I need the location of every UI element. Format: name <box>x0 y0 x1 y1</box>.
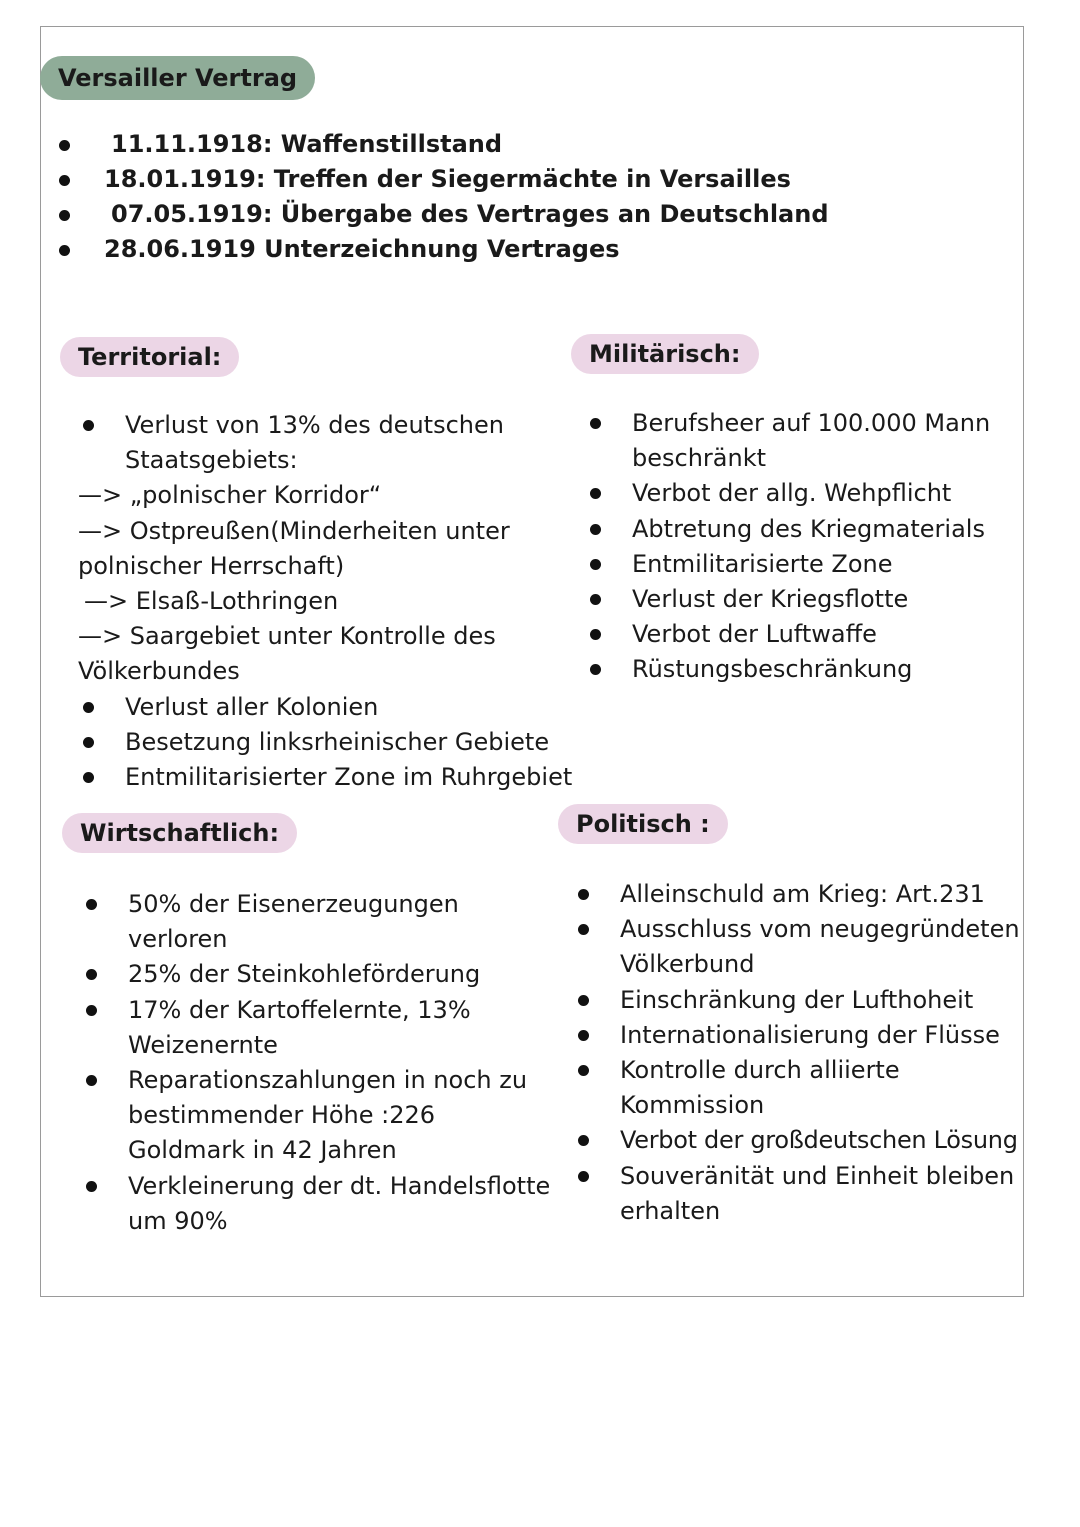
bullet-icon <box>83 737 94 748</box>
list-item-continuation: beschränkt <box>632 444 767 473</box>
list-item-continuation: Goldmark in 42 Jahren <box>128 1136 397 1165</box>
section-heading-politisch: Politisch : <box>558 804 728 844</box>
list-item-continuation: Staatsgebiets: <box>125 446 298 475</box>
bullet-icon <box>578 1135 589 1146</box>
list-item-arrow: —> Elsaß-Lothringen <box>84 587 339 616</box>
list-item-arrow: —> Saargebiet unter Kontrolle des <box>78 622 496 651</box>
bullet-icon <box>590 524 601 535</box>
list-item: Reparationszahlungen in noch zu <box>81 1063 551 1098</box>
list-item: Rüstungsbeschränkung <box>585 652 1005 687</box>
list-item-continuation: Weizenernte <box>128 1030 278 1059</box>
bullet-icon <box>578 995 589 1006</box>
section-heading-wirtschaftlich: Wirtschaftlich: <box>62 813 297 853</box>
bullet-icon <box>578 1065 589 1076</box>
bullet-icon <box>590 559 601 570</box>
list-item: Verbot der Luftwaffe <box>585 617 1005 652</box>
bullet-icon <box>59 245 70 256</box>
bullet-icon <box>590 488 601 499</box>
bullet-icon <box>86 1181 97 1192</box>
list-item-continuation: um 90% <box>128 1206 228 1235</box>
list-item: Besetzung linksrheinischer Gebiete <box>78 725 558 760</box>
bullet-icon <box>86 899 97 910</box>
bullet-icon <box>578 889 589 900</box>
list-item: Verlust der Kriegsflotte <box>585 582 1005 617</box>
list-item: Ausschluss vom neugegründeten <box>573 912 1023 947</box>
list-item-arrow: —> Ostpreußen(Minderheiten unter <box>78 516 510 545</box>
bullet-icon <box>59 175 70 186</box>
list-item: Alleinschuld am Krieg: Art.231 <box>573 877 1023 912</box>
bullet-icon <box>590 664 601 675</box>
list-item-continuation: Kommission <box>620 1091 765 1120</box>
bullet-icon <box>578 1171 589 1182</box>
list-item: Abtretung des Kriegmaterials <box>585 512 1005 547</box>
list-item: Kontrolle durch alliierte <box>573 1053 1023 1088</box>
bullet-icon <box>578 924 589 935</box>
bullet-icon <box>83 420 94 431</box>
bullet-icon <box>83 702 94 713</box>
politisch-list <box>573 877 1023 1229</box>
bullet-icon <box>86 1075 97 1086</box>
list-item-continuation: polnischer Herrschaft) <box>78 551 345 580</box>
list-item: Souveränität und Einheit bleiben <box>573 1159 1023 1194</box>
list-item: Berufsheer auf 100.000 Mann <box>585 406 1005 441</box>
territorial-list <box>78 408 573 795</box>
list-item: Entmilitarisierte Zone <box>585 547 1005 582</box>
page-title: Versailler Vertrag <box>40 56 315 100</box>
bullet-icon <box>590 594 601 605</box>
bullet-icon <box>86 969 97 980</box>
bullet-icon <box>59 210 70 221</box>
list-item: 17% der Kartoffelernte, 13% <box>81 993 551 1028</box>
list-item-continuation: Völkerbundes <box>78 657 240 686</box>
list-item-continuation: bestimmender Höhe :226 <box>128 1101 436 1130</box>
list-item: Verbot der allg. Wehpflicht <box>585 476 1005 511</box>
list-item-continuation: Völkerbund <box>620 950 755 979</box>
list-item: Internationalisierung der Flüsse <box>573 1018 1023 1053</box>
militaerisch-list <box>585 406 1005 688</box>
list-item-continuation: erhalten <box>620 1196 721 1225</box>
bullet-icon <box>59 140 70 151</box>
list-item: Entmilitarisierter Zone im Ruhrgebiet <box>78 760 558 795</box>
list-item: Einschränkung der Lufthoheit <box>573 983 1023 1018</box>
bullet-icon <box>590 418 601 429</box>
bullet-icon <box>83 772 94 783</box>
bullet-icon <box>590 629 601 640</box>
bullet-icon <box>578 1030 589 1041</box>
section-heading-militaerisch: Militärisch: <box>571 334 759 374</box>
section-heading-territorial: Territorial: <box>60 337 239 377</box>
wirtschaftlich-list <box>81 887 551 1239</box>
list-item: Verbot der großdeutschen Lösung <box>573 1123 1023 1158</box>
list-item-arrow: —> „polnischer Korridor“ <box>78 481 382 510</box>
list-item: Verkleinerung der dt. Handelsflotte <box>81 1169 551 1204</box>
list-item-continuation: verloren <box>128 925 228 954</box>
list-item: Verlust aller Kolonien <box>78 690 558 725</box>
bullet-icon <box>86 1005 97 1016</box>
list-item: 25% der Steinkohleförderung <box>81 957 551 992</box>
list-item: Verlust von 13% des deutschen <box>78 408 558 443</box>
list-item: 50% der Eisenerzeugungen <box>81 887 551 922</box>
